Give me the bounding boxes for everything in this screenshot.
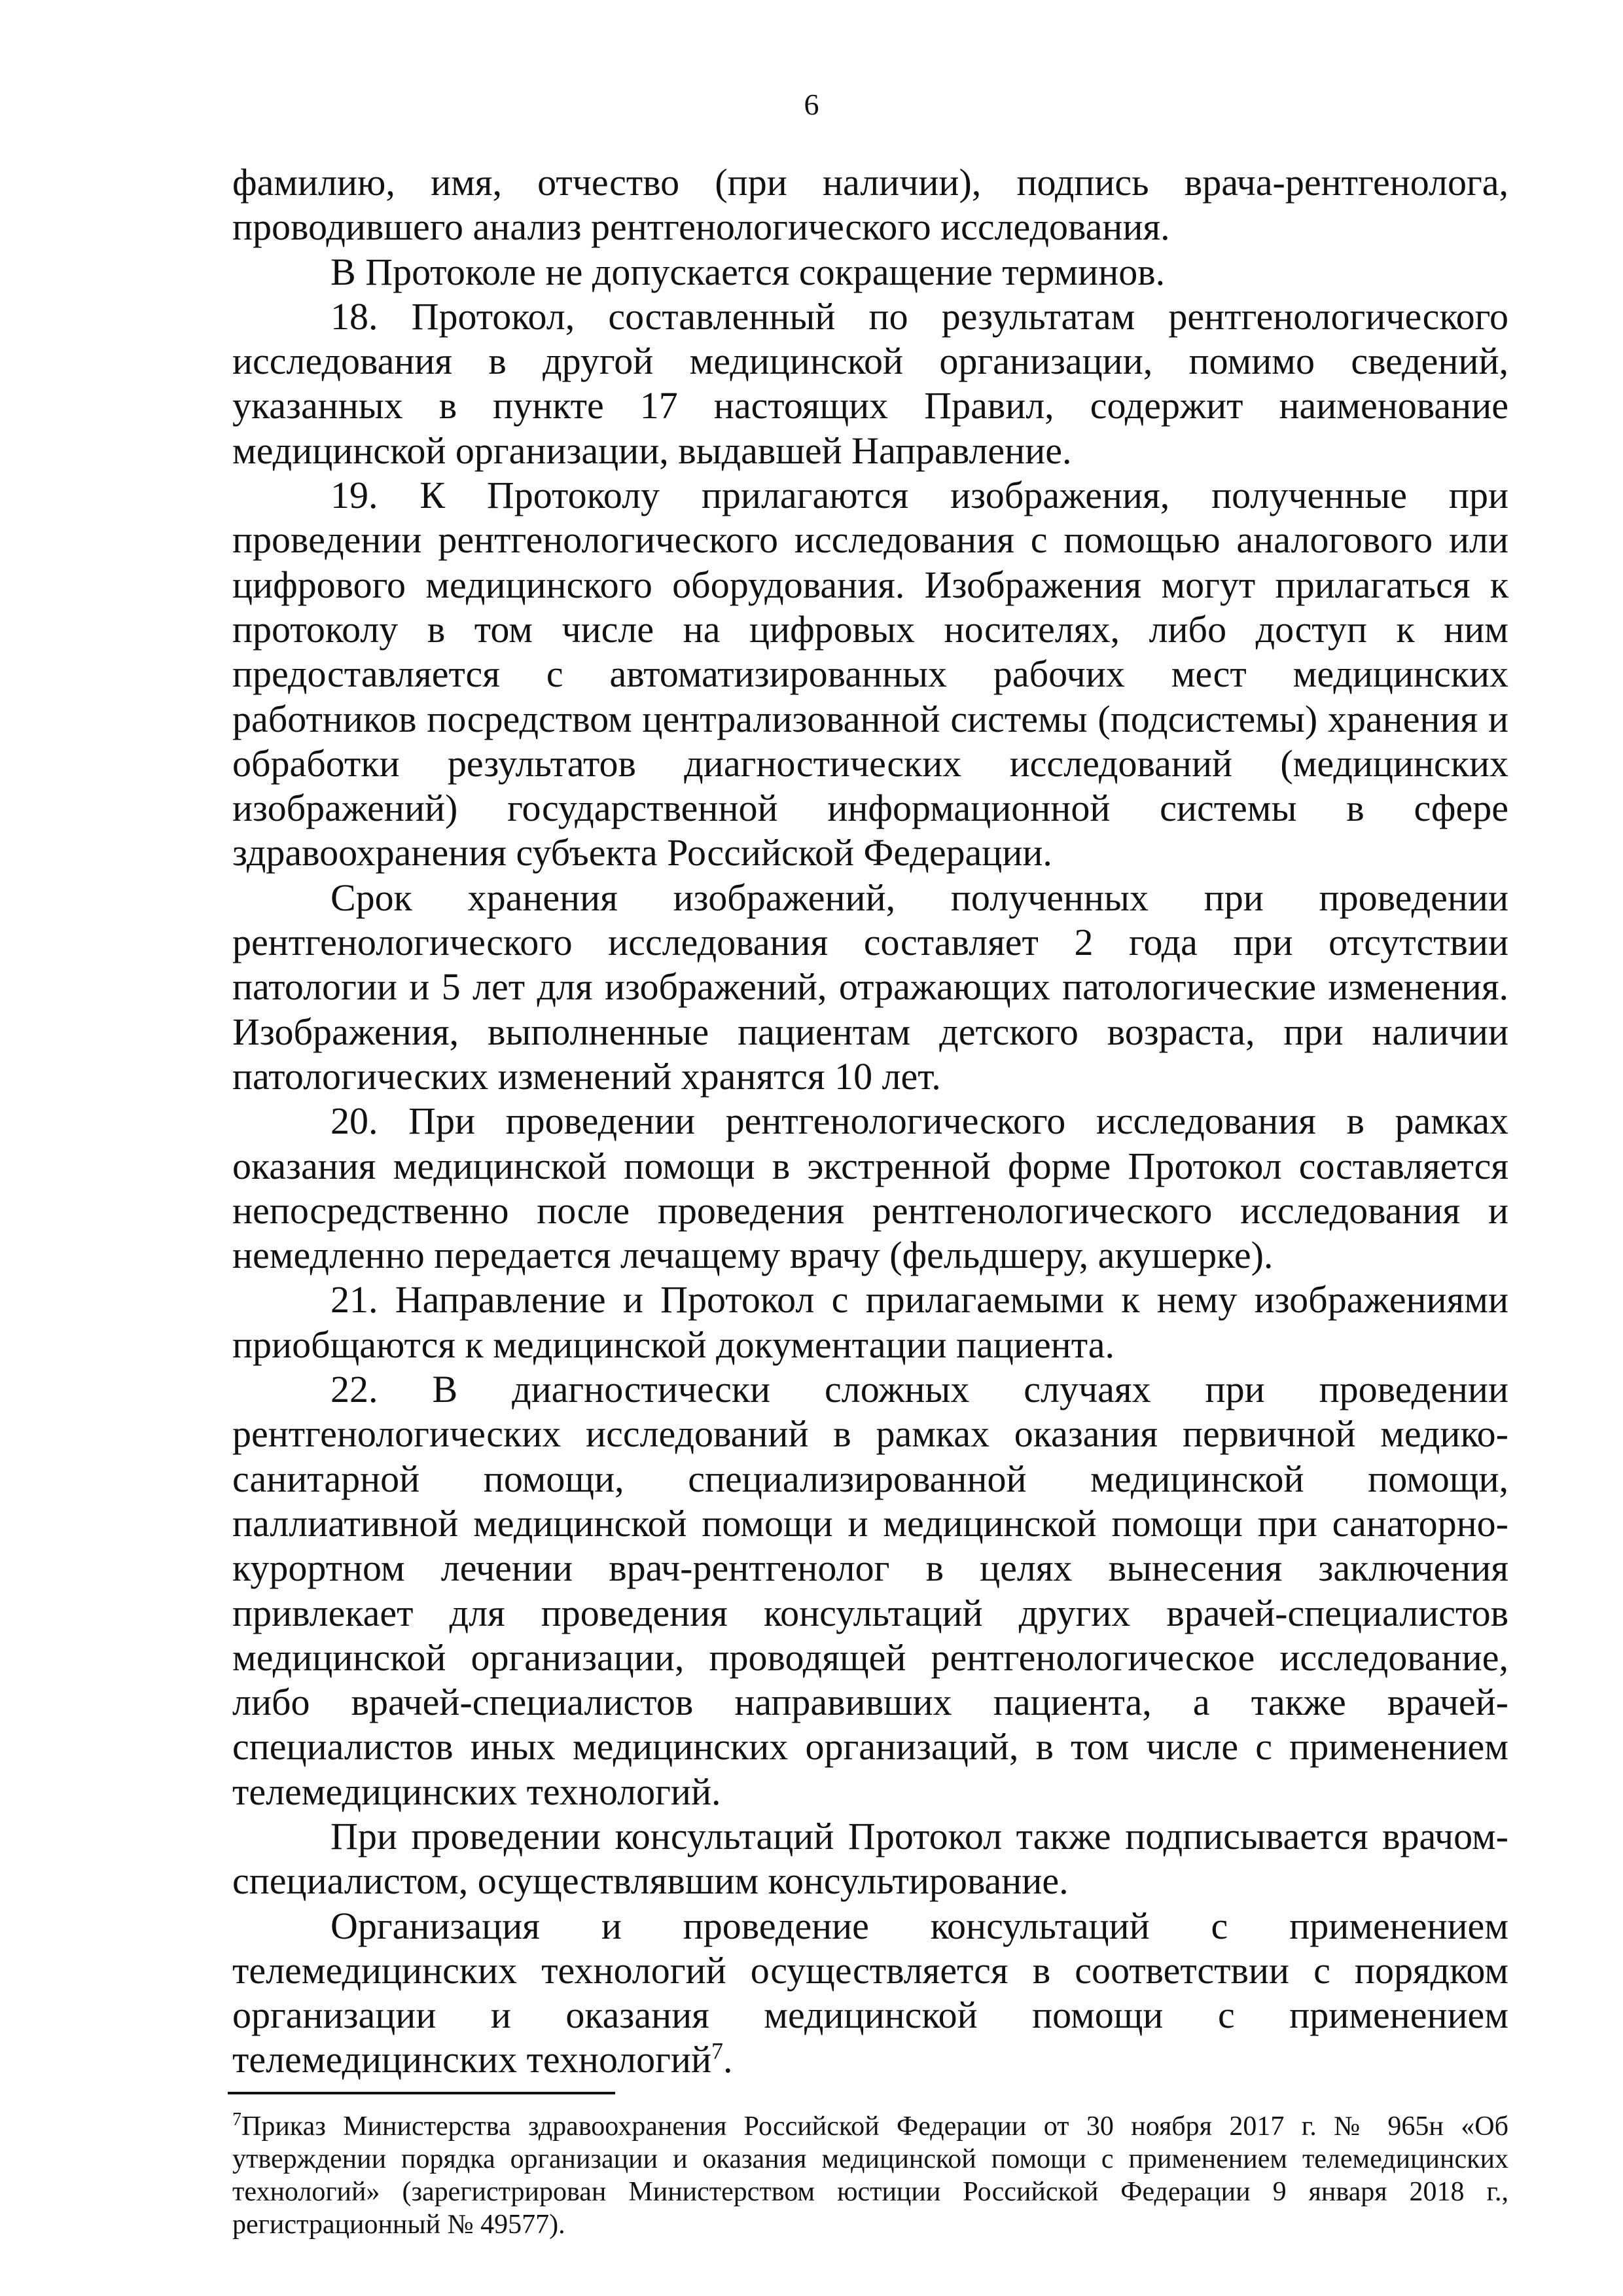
paragraph-22: 22. В диагностически сложных случаях при проведении рентгенологических исследований в рамках оказания первичной медико-санитарной помощи, специализированной медицинской помощи, паллиативной медицинской помощи и медицинской помощи при санаторно-курортном лечении врач-рентгенолог в целях вынесения заключения привлекает для проведения консультаций других врачей-специалистов медицинской организации, проводящей рентгенологическое исследование, либо врачей-специалистов направивших пациента, а также врачей-специалистов иных медицинских организаций, в том числе с применением телемедицинских технологий. [232, 1368, 1508, 1813]
paragraph-consultation-signature: При проведении консультаций Протокол также подписывается врачом-специалистом, осуществлявшим консультирование. [232, 1814, 1508, 1903]
paragraph-abbreviation-rule: В Протоколе не допускается сокращение терминов. [330, 250, 1166, 293]
paragraph-storage-period: Срок хранения изображений, полученных при проведении рентгенологического исследования составляет 2 года при отсутствии патологии и 5 лет для изображений, отражающих патологические изменения. Изображения, выполненные пациентам детского возраста, при наличии патологических изменений хранятся 10 лет. [232, 876, 1508, 1098]
footnote-separator [228, 2092, 615, 2094]
paragraph-telemedicine-trailing: . [723, 2038, 733, 2081]
paragraph-18: 18. Протокол, составленный по результатам рентгенологического исследования в другой медицинской организации, помимо сведений, указанных в пункте 17 настоящих Правил, содержит наименование медицинской организации, выдавшей Направление. [232, 295, 1508, 472]
paragraph-21: 21. Направление и Протокол с прилагаемыми к нему изображениями приобщаются к медицинской документации пациента. [232, 1278, 1508, 1366]
document-body [232, 160, 1508, 2083]
page-number: 6 [804, 88, 819, 121]
paragraph-telemedicine-text: Организация и проведение консультаций с применением телемедицинских технологий осуществляется в соответствии с порядком организации и оказания медицинской помощи с применением телемедицинских технологий [232, 1904, 1508, 2081]
paragraph-20: 20. При проведении рентгенологического исследования в рамках оказания медицинской помощи в экстренной форме Протокол составляется непосредственно после проведения рентгенологического исследования и немедленно передается лечащему врачу (фельдшеру, акушерке). [232, 1100, 1508, 1277]
footnote [232, 2110, 1508, 2241]
paragraph-17-continuation: фамилию, имя, отчество (при наличии), подпись врача-рентгенолога, проводившего анализ рентгенологического исследования. [232, 161, 1508, 249]
footnote-reference: 7 [711, 2038, 723, 2065]
footnote-marker: 7 [232, 2109, 241, 2130]
footnote-text: Приказ Министерства здравоохранения Российской Федерации от 30 ноября 2017 г. № 965н «Об утверждении порядка организации и оказания медицинской помощи с применением телемедицинских технологий» (зарегистрирован Министерством юстиции Российской Федерации 9 января 2018 г., регистрационный № 49577). [232, 2111, 1508, 2240]
paragraph-telemedicine [232, 1904, 1508, 2083]
paragraph-19: 19. К Протоколу прилагаются изображения, полученные при проведении рентгенологического исследования с помощью аналогового или цифрового медицинского оборудования. Изображения могут прилагаться к протоколу в том числе на цифровых носителях, либо доступ к ним предоставляется с автоматизированных рабочих мест медицинских работников посредством централизованной системы (подсистемы) хранения и обработки результатов диагностических исследований (медицинских изображений) государственной информационной системы в сфере здравоохранения субъекта Российской Федерации. [232, 474, 1508, 874]
